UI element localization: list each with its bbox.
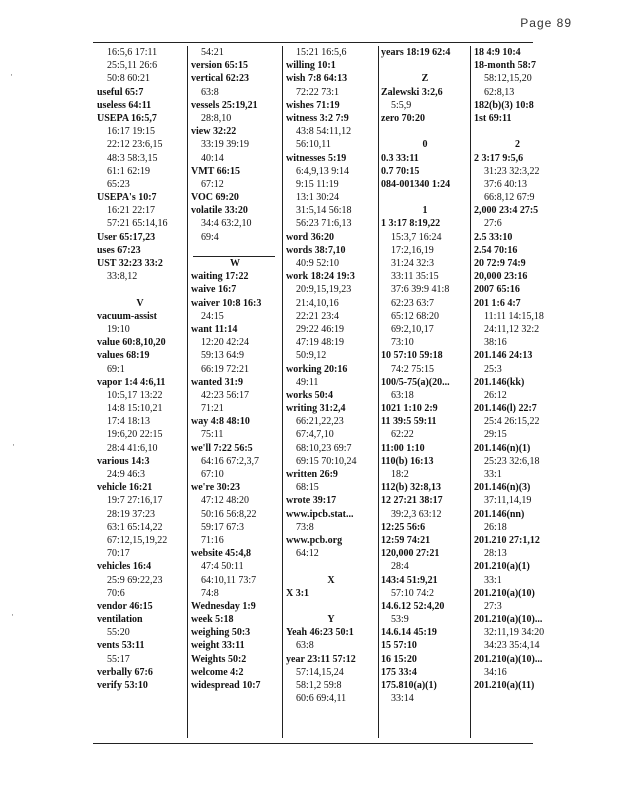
index-entry-continuation: 24:15 [201, 310, 224, 322]
index-entry: 201.210 27:1,12 [474, 534, 540, 546]
index-entry: weight 33:11 [191, 640, 245, 652]
index-entry: writing 31:2,4 [286, 403, 346, 415]
index-entry-continuation: 70:17 [107, 548, 130, 560]
index-entry: vendor 46:15 [97, 600, 153, 612]
index-entry-continuation: 65:12 68:20 [391, 310, 440, 322]
spacer [381, 59, 469, 72]
index-entry-continuation: 71:21 [201, 403, 224, 415]
index-entry-continuation: 16:17 19:15 [107, 126, 156, 138]
index-column-4 [381, 46, 469, 738]
index-entry-continuation: 66:19 72:21 [201, 363, 250, 375]
index-entry: words 38:7,10 [286, 244, 346, 256]
index-entry: 2007 65:16 [474, 284, 520, 296]
index-entry-continuation: 25:23 32:6,18 [484, 455, 540, 467]
index-entry: 2.54 70:16 [474, 244, 518, 256]
index-entry-continuation: 56:23 71:6,13 [296, 218, 352, 230]
index-entry-continuation: 31:23 32:3,22 [484, 165, 540, 177]
index-entry-continuation: 37:11,14,19 [484, 495, 532, 507]
index-entry: weighing 50:3 [191, 627, 251, 639]
index-entry-continuation: 33:1 [484, 469, 502, 480]
index-entry-continuation: 74:2 75:15 [391, 363, 435, 375]
index-entry: ventilation [97, 614, 143, 626]
index-entry: UST 32:23 33:2 [97, 258, 163, 269]
index-entry: we're 30:23 [191, 482, 240, 494]
index-entry: 084-001340 1:24 [381, 178, 451, 190]
index-entry: 201.210(a)(10)... [474, 614, 543, 626]
index-entry-continuation: 59:17 67:3 [201, 521, 245, 533]
index-entry-continuation: 66:21,22,23 [296, 416, 344, 428]
index-entry-continuation: 11:11 14:15,18 [484, 310, 544, 322]
section-letter-heading: Z [421, 73, 429, 85]
index-entry-continuation: 28:19 37:23 [107, 508, 156, 520]
index-entry: 1 3:17 8:19,22 [381, 218, 441, 230]
index-entry-continuation: 17:4 18:13 [107, 416, 151, 428]
index-entry-continuation: 50:16 56:8,22 [201, 508, 257, 520]
index-entry-continuation: 69:1 [107, 363, 125, 375]
index-entry: 201.146(l) 22:7 [474, 403, 537, 415]
index-entry-continuation: 33:1 [484, 574, 502, 586]
index-entry-continuation: 47:4 50:11 [201, 561, 244, 573]
index-entry: 11:00 1:10 [381, 442, 425, 454]
index-column-3 [286, 46, 376, 738]
index-entry-continuation: 67:4,7,10 [296, 429, 334, 441]
index-entry-continuation: 25:4 26:15,22 [484, 416, 540, 428]
index-entry: year 23:11 57:12 [286, 653, 356, 665]
index-entry-continuation: 33:8,12 [107, 271, 138, 283]
index-entry-continuation: 22:12 23:6,15 [107, 139, 163, 151]
index-entry-continuation: 62:22 [391, 429, 414, 441]
index-entry-continuation: 19:10 [107, 323, 130, 335]
index-entry-continuation: 31:24 32:3 [391, 258, 435, 269]
index-entry: value 60:8,10,20 [97, 337, 166, 349]
index-entry-continuation: 31:5,14 56:18 [296, 205, 352, 217]
index-entry: User 65:17,23 [97, 231, 156, 243]
index-entry-continuation: 28:8,10 [201, 112, 232, 124]
index-entry: website 45:4,8 [191, 548, 251, 560]
index-entry: 201.210(a)(10)... [474, 653, 543, 665]
index-entry-continuation: 28:4 [391, 561, 409, 573]
index-column-2 [191, 46, 279, 738]
index-entry-continuation: 57:21 65:14,16 [107, 218, 168, 230]
index-entry: welcome 4:2 [191, 666, 244, 678]
index-entry: 14.6.14 45:19 [381, 627, 437, 639]
index-entry: we'll 7:22 56:5 [191, 442, 253, 454]
index-entry: 18 4:9 10:4 [474, 47, 521, 58]
index-entry: 12:25 56:6 [381, 521, 426, 533]
index-entry-continuation: 73:10 [391, 337, 414, 349]
spacer [286, 600, 376, 613]
index-entry-continuation: 58:1,2 59:8 [296, 680, 342, 691]
index-entry: 0.3 33:11 [381, 152, 419, 164]
section-letter-heading: 0 [422, 139, 428, 151]
section-letter-heading: W [230, 258, 240, 269]
index-entry: written 26:9 [286, 469, 338, 480]
section-letter-heading: X [327, 574, 335, 586]
index-entry-continuation: 60:6 69:4,11 [296, 693, 347, 705]
index-entry-continuation: 13:1 30:24 [296, 192, 340, 204]
index-entry: 201.146(n)(3) [474, 482, 531, 494]
index-entry: 1st 69:11 [474, 112, 512, 124]
index-entry-continuation: 58:12,15,20 [484, 73, 532, 85]
index-entry-continuation: 64:12 [296, 548, 319, 560]
index-entry: 201.146(nn) [474, 508, 525, 520]
index-entry: 0.7 70:15 [381, 165, 420, 177]
index-entry-continuation: 49:11 [296, 376, 319, 388]
index-entry: vapor 1:4 4:6,11 [97, 376, 166, 388]
index-entry-continuation: 63:18 [391, 389, 414, 401]
spacer [381, 125, 469, 138]
index-entry-continuation: 19:7 27:16,17 [107, 495, 163, 507]
index-column-1 [97, 46, 183, 738]
index-entry-continuation: 64:10,11 73:7 [201, 574, 257, 586]
section-divider [193, 244, 275, 257]
index-entry-continuation: 72:22 73:1 [296, 86, 340, 98]
index-entry-continuation: 56:10,11 [296, 139, 331, 151]
index-entry-continuation: 64:16 67:2,3,7 [201, 455, 260, 467]
index-entry: verbally 67:6 [97, 666, 153, 678]
index-entry: wishes 71:19 [286, 99, 340, 111]
index-entry: 100/5-75(a)(20... [381, 376, 450, 388]
index-entry-continuation: 29:22 46:19 [296, 323, 345, 335]
index-entry-continuation: 67:12,15,19,22 [107, 534, 168, 546]
index-entry: 201.210(a)(10) [474, 587, 535, 599]
index-entry: zero 70:20 [381, 112, 425, 124]
section-letter-heading: Y [327, 614, 335, 626]
margin-mark: · [12, 440, 15, 450]
index-entry-continuation: 17:2,16,19 [391, 244, 434, 256]
index-entry: vents 53:11 [97, 640, 145, 652]
index-entry: 11 39:5 59:11 [381, 416, 437, 428]
index-entry: working 20:16 [286, 363, 348, 375]
index-entry: VOC 69:20 [191, 192, 239, 204]
index-entry-continuation: 25:3 [484, 363, 502, 375]
index-entry-continuation: 14:8 15:10,21 [107, 403, 163, 415]
index-entry-continuation: 50:9,12 [296, 350, 327, 362]
index-entry: 110(b) 16:13 [381, 455, 434, 467]
index-entry-continuation: 29:15 [484, 429, 507, 441]
index-entry: 18-month 58:7 [474, 60, 536, 72]
index-entry: word 36:20 [286, 231, 335, 243]
index-entry: Wednesday 1:9 [191, 600, 256, 612]
section-letter-heading: 2 [515, 139, 520, 151]
margin-mark: · [10, 70, 13, 80]
index-entry-continuation: 47:12 48:20 [201, 495, 250, 507]
index-entry: 175 33:4 [381, 666, 417, 678]
index-entry: 1021 1:10 2:9 [381, 403, 438, 415]
index-entry: 112(b) 32:8,13 [381, 482, 441, 494]
index-entry: week 5:18 [191, 614, 234, 626]
index-entry-continuation: 26:18 [484, 521, 507, 533]
index-entry-continuation: 48:3 58:3,15 [107, 152, 158, 164]
index-entry: vacuum-assist [97, 310, 158, 322]
index-entry-continuation: 27:3 [484, 600, 502, 612]
index-entry-continuation: 28:4 41:6,10 [107, 442, 158, 454]
index-entry-continuation: 55:17 [107, 653, 130, 665]
index-entry-continuation: 16:5,6 17:11 [107, 47, 158, 58]
index-entry: years 18:19 62:4 [381, 47, 451, 58]
spacer [97, 283, 183, 296]
index-entry: useful 65:7 [97, 86, 144, 98]
index-entry: willing 10:1 [286, 60, 336, 72]
index-entry-continuation: 69:2,10,17 [391, 323, 434, 335]
index-entry: work 18:24 19:3 [286, 271, 355, 283]
index-entry: volatile 33:20 [191, 205, 248, 217]
index-entry: X 3:1 [286, 587, 310, 599]
index-entry-continuation: 21:4,10,16 [296, 297, 339, 309]
index-entry: vehicle 16:21 [97, 482, 153, 494]
index-entry: 14.6.12 52:4,20 [381, 600, 445, 612]
index-entry-continuation: 38:16 [484, 337, 507, 349]
column-divider [470, 46, 471, 738]
index-entry-continuation: 12:20 42:24 [201, 337, 250, 349]
index-entry: way 4:8 48:10 [191, 416, 250, 428]
index-entry: Weights 50:2 [191, 653, 247, 665]
index-entry-continuation: 54:21 [201, 47, 224, 58]
index-entry-continuation: 28:13 [484, 548, 507, 560]
index-entry: 201 1:6 4:7 [474, 297, 521, 309]
index-entry-continuation: 70:6 [107, 587, 125, 599]
index-entry-continuation: 63:8 [296, 640, 314, 652]
index-entry-continuation: 32:11,19 34:20 [484, 627, 545, 639]
section-letter-heading: 1 [422, 205, 428, 217]
index-entry-continuation: 68:15 [296, 482, 319, 494]
index-entry-continuation: 59:13 64:9 [201, 350, 245, 362]
index-entry-continuation: 71:16 [201, 534, 224, 546]
index-entry: uses 67:23 [97, 244, 141, 256]
index-entry-continuation: 69:4 [201, 231, 219, 243]
index-entry: wrote 39:17 [286, 495, 337, 507]
index-entry: vertical 62:23 [191, 73, 250, 85]
spacer [474, 125, 561, 138]
index-entry-continuation: 69:15 70:10,24 [296, 455, 357, 467]
index-entry-continuation: 25:5,11 26:6 [107, 60, 158, 72]
index-entry-continuation: 63:1 65:14,22 [107, 521, 163, 533]
index-entry: 175.810(a)(1) [381, 680, 437, 691]
section-letter-heading: V [136, 297, 144, 309]
index-entry-continuation: 40:9 52:10 [296, 258, 340, 269]
index-entry-continuation: 43:8 54:11,12 [296, 126, 352, 138]
index-entry-continuation: 42:23 56:17 [201, 389, 250, 401]
index-entry: www.ipcb.stat... [286, 508, 354, 520]
index-entry: 20 72:9 74:9 [474, 258, 526, 269]
index-entry-continuation: 40:14 [201, 152, 224, 164]
margin-mark: · [11, 610, 14, 620]
index-entry-continuation: 50:8 60:21 [107, 73, 151, 85]
index-entry: version 65:15 [191, 60, 248, 72]
index-entry: vessels 25:19,21 [191, 99, 258, 111]
index-entry: values 68:19 [97, 350, 150, 362]
index-entry-continuation: 6:4,9,13 9:14 [296, 165, 350, 177]
index-entry-continuation: 62:8,13 [484, 86, 515, 98]
index-entry-continuation: 67:12 [201, 178, 224, 190]
index-entry-continuation: 39:2,3 63:12 [391, 508, 442, 520]
index-entry: 201.210(a)(1) [474, 561, 530, 573]
index-entry-continuation: 37:6 39:9 41:8 [391, 284, 450, 296]
index-entry-continuation: 53:9 [391, 614, 409, 626]
index-entry: witnesses 5:19 [286, 152, 347, 164]
index-entry-continuation: 33:14 [391, 693, 414, 705]
index-entry-continuation: 63:8 [201, 86, 219, 98]
index-entry-continuation: 37:6 40:13 [484, 178, 528, 190]
index-entry-continuation: 24:9 46:3 [107, 469, 146, 480]
spacer [381, 191, 469, 204]
index-entry: 201.146(kk) [474, 376, 525, 388]
index-entry-continuation: 68:10,23 69:7 [296, 442, 352, 454]
column-divider [282, 46, 283, 738]
index-entry-continuation: 65:23 [107, 178, 130, 190]
index-entry: Zalewski 3:2,6 [381, 86, 443, 98]
index-entry-continuation: 33:11 35:15 [391, 271, 439, 283]
index-entry-continuation: 34:16 [484, 666, 507, 678]
index-entry: view 32:22 [191, 126, 237, 138]
index-entry-continuation: 34:23 35:4,14 [484, 640, 540, 652]
index-entry-continuation: 57:14,15,24 [296, 666, 344, 678]
index-entry-continuation: 25:9 69:22,23 [107, 574, 163, 586]
index-entry-continuation: 24:11,12 32:2 [484, 323, 540, 335]
index-entry-continuation: 18:2 [391, 469, 409, 480]
index-entry: want 11:14 [191, 323, 238, 335]
index-entry-continuation: 5:5,9 [391, 99, 412, 111]
index-entry: useless 64:11 [97, 99, 152, 111]
index-entry: waiting 17:22 [191, 271, 249, 283]
index-entry-continuation: 34:4 63:2,10 [201, 218, 252, 230]
index-entry-continuation: 19:6,20 22:15 [107, 429, 163, 441]
index-entry: Yeah 46:23 50:1 [286, 627, 354, 639]
index-entry: 2,000 23:4 27:5 [474, 205, 539, 217]
index-entry-continuation: 75:11 [201, 429, 224, 441]
index-entry: 182(b)(3) 10:8 [474, 99, 534, 111]
index-entry-continuation: 9:15 11:19 [296, 178, 339, 190]
index-entry-continuation: 57:10 74:2 [391, 587, 435, 599]
spacer [286, 560, 376, 573]
index-entry-continuation: 61:1 62:19 [107, 165, 151, 177]
index-entry-continuation: 73:8 [296, 521, 314, 533]
index-entry: 16 15:20 [381, 653, 417, 665]
index-entry-continuation: 33:19 39:19 [201, 139, 250, 151]
index-entry: witness 3:2 7:9 [286, 112, 349, 124]
index-entry: 120,000 27:21 [381, 548, 440, 560]
index-entry: 143:4 51:9,21 [381, 574, 438, 586]
column-divider [187, 46, 188, 738]
index-entry: 10 57:10 59:18 [381, 350, 443, 362]
index-entry-continuation: 26:12 [484, 389, 507, 401]
index-entry: VMT 66:15 [191, 165, 240, 177]
index-entry: 20,000 23:16 [474, 271, 528, 283]
index-entry-continuation: 15:21 16:5,6 [296, 47, 347, 58]
index-column-5 [474, 46, 561, 738]
index-entry: USEPA 16:5,7 [97, 112, 157, 124]
index-entry: 201.146(n)(1) [474, 442, 531, 454]
index-entry: various 14:3 [97, 455, 150, 467]
index-entry: www.pcb.org [286, 534, 343, 546]
index-entry-continuation: 16:21 22:17 [107, 205, 156, 217]
index-entry-continuation: 62:23 63:7 [391, 297, 435, 309]
index-entry: waiver 10:8 16:3 [191, 297, 262, 309]
index-entry-continuation: 27:6 [484, 218, 502, 230]
index-entry: 15 57:10 [381, 640, 417, 652]
index-entry: wanted 31:9 [191, 376, 243, 388]
index-entry: 12:59 74:21 [381, 534, 431, 546]
page-number: Page 89 [520, 16, 572, 30]
index-entry-continuation: 55:20 [107, 627, 130, 639]
index-entry-continuation: 67:10 [201, 469, 224, 480]
index-entry-continuation: 10:5,17 13:22 [107, 389, 163, 401]
index-entry-continuation: 22:21 23:4 [296, 310, 340, 322]
index-entry: USEPA's 10:7 [97, 192, 157, 204]
index-entry: works 50:4 [286, 389, 333, 401]
index-entry: widespread 10:7 [191, 680, 261, 691]
index-entry-continuation: 15:3,7 16:24 [391, 231, 442, 243]
column-divider [378, 46, 379, 738]
index-entry: verify 53:10 [97, 680, 148, 691]
index-entry: 12 27:21 38:17 [381, 495, 443, 507]
index-entry-continuation: 74:8 [201, 587, 219, 599]
index-entry: 201.146 24:13 [474, 350, 533, 362]
index-entry-continuation: 47:19 48:19 [296, 337, 345, 349]
index-entry: vehicles 16:4 [97, 561, 152, 573]
index-entry: waive 16:7 [191, 284, 237, 296]
index-entry-continuation: 20:9,15,19,23 [296, 284, 352, 296]
index-entry: wish 7:8 64:13 [286, 73, 348, 85]
index-entry: 2 3:17 9:5,6 [474, 152, 524, 164]
index-entry: 2.5 33:10 [474, 231, 513, 243]
index-entry-continuation: 66:8,12 67:9 [484, 192, 535, 204]
index-entry: 201.210(a)(11) [474, 680, 535, 691]
